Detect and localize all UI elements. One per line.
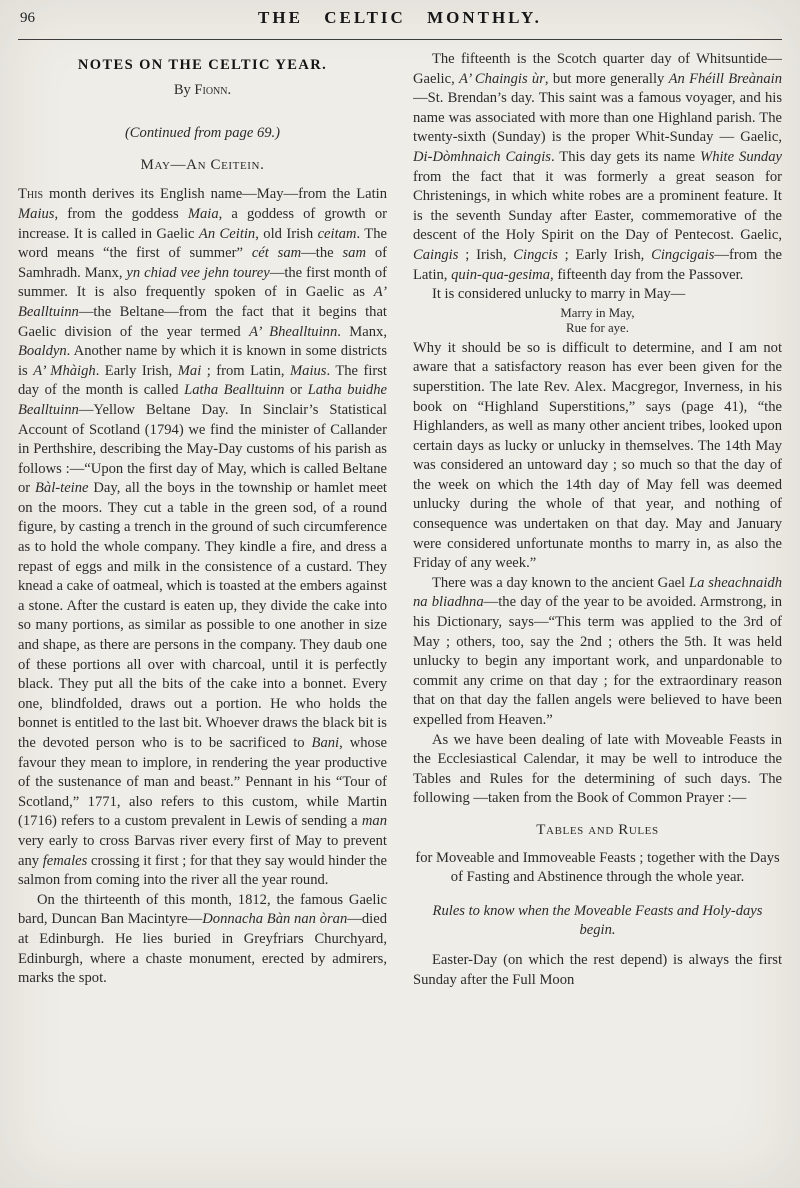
paragraph-day-avoided: There was a day known to the ancient Gael La sheachnaidh na bliadhna—the day of the year to be avoided. Armstrong, in his Dictionary, says—“This term was applied to the 3rd of May ; others, too, say the 2nd ; others the 5th. It was held unlucky to begin any important work, and unpardonable to commit any crime on that day ; for the extraordinary reason that on that day the fallen angels were believed to have been expelled from Heaven.” bbox=[413, 574, 782, 728]
paragraph-may-origin: This month derives its English name—May—from the Latin Maius, from the goddess Maia, a goddess of growth or increase. It is called in Gaelic An Ceitin, old Irish ceitam. The word means “the first of summer” cét sam—the sam of Samhradh. Manx, yn chiad vee jehn tourey—the first month of summer. It is also frequently spoken of in Gaelic as A’ Bealltuinn—the Beltane—from the fact that it begins that Gaelic division of the year termed A’ Bhealltuinn. Manx, Boaldyn. Another name by which it is known in some districts is A’ Mhàigh. Early Irish, Mai ; from Latin, Maius. The first day of the month is called Latha Bealltuinn or Latha buidhe Bealltuinn—Yellow Beltane Day. In Sinclair’s Statistical Account of Scotland (1794) we find the minister of Callander in Perthshire, describing the May-Day customs of his parish as follows :—“Upon the first day of May, which is called Beltane or Bàl-teine Day, all the boys in the township or hamlet meet on the moors. They cut a table in the green sod, of a round figure, by casting a trench in the ground of such circumference as to hold the whole company. They kindle a fire, and dress a repast of eggs and milk in the consistence of a custard. They knead a cake of oatmeal, which is toasted at the embers against a stone. After the custard is eaten up, they divide the cake into so many portions, as similar as possible to one another in size and shape, as there are persons in the company. They daub one of these portions all over with charcoal, until it is perfectly black. They put all the bits of the cake into a bonnet. Every one, blindfolded, draws out a portion. He who holds the bonnet is entitled to the last bit. Whoever draws the black bit is the devoted person who is to be sacrificed to Bani, whose favour they mean to implore, in rendering the year productive of the sustenance of man and beast.” Pennant in his “Tour of Scotland,” 1771, also refers to this custom, while Martin (1716) refers to a custom prevalent in Lewis of sending a man very early to cross Barvas river every first of May to prevent any females crossing it first ; for that they say would hinder the salmon from coming into the river all the year round. bbox=[18, 186, 387, 889]
left-column bbox=[18, 50, 387, 1180]
paragraph-moveable-feasts: As we have been dealing of late with Moveable Feasts in the Ecclesiastical Calendar, it may be well to introduce the Tables and Rules for the determining of such days. The following —taken from the Book of Common Prayer :— bbox=[413, 731, 782, 807]
paragraph-macintyre: On the thirteenth of this month, 1812, the famous Gaelic bard, Duncan Ban Macintyre—Donnacha Bàn nan òran—died at Edinburgh. He lies buried in Greyfriars Churchyard, Edinburgh, where a chaste monument, erected by admirers, marks the spot. bbox=[18, 891, 387, 987]
tables-and-rules-heading: Tables and Rules bbox=[536, 821, 659, 838]
article-columns bbox=[18, 50, 782, 1180]
tables-and-rules-subtext: for Moveable and Immoveable Feasts ; together with the Days of Fasting and Abstinence through the whole year. bbox=[415, 849, 780, 886]
article-title: NOTES ON THE CELTIC YEAR. bbox=[77, 57, 328, 73]
journal-title: THE CELTIC MONTHLY. bbox=[258, 8, 542, 27]
paragraph-whitsuntide: The fifteenth is the Scotch quarter day of Whitsuntide—Gaelic, A’ Chaingis ùr, but more generally An Fhéill Breànain—St. Brendan’s day. This saint was a famous voyager, and his name was associated with more than one Highland parish. The twenty-sixth (Sunday) is the proper Whit-Sunday — Gaelic, Di-Dòmhnaich Caingis. This day gets its name White Sunday from the fact that it was formerly a great season for Christenings, in which white robes are a prominent feature. It is the seventh Sunday after Easter, commemorative of the descent of the Holy Spirit on the Day of Pentecost. Gaelic, Caingis ; Irish, Cingcis ; Early Irish, Cingcigais—from the Latin, quin-qua-gesima, fifteenth day from the Passover. bbox=[413, 51, 782, 283]
page-number: 96 bbox=[20, 10, 35, 26]
masthead bbox=[18, 8, 782, 34]
right-column bbox=[413, 50, 782, 1180]
paragraph-superstition: Why it should be so is difficult to determine, and I am not aware that a satisfactory reason has ever been given for the superstition. The late Rev. Alex. Macgregor, Inverness, in his book on “Highland Superstitions,” says (page 41), “the Highlanders, as well as many other ancient tribes, looked upon certain days as lucky or unlucky in themselves. The 14th May was considered an untoward day ; so much so that the day of the week on which the 14th day of May fell was deemed unlucky during the whole of that year, and nothing of consequence was undertaken on that day. May and January were considered unfortunate months to marry in, as also the Friday of any week.” bbox=[413, 339, 782, 572]
paragraph-marry-intro: It is considered unlucky to marry in May— bbox=[431, 286, 686, 303]
header-rule bbox=[18, 39, 782, 40]
paragraph-easter-day: Easter-Day (on which the rest depend) is always the first Sunday after the Full Moon bbox=[413, 951, 782, 988]
verse-couplet bbox=[413, 306, 782, 337]
continuation-note: (Continued from page 69.) bbox=[124, 125, 281, 142]
verse-line: Marry in May, bbox=[560, 305, 635, 320]
article-byline: By Fionn. bbox=[173, 81, 232, 98]
verse-line: Rue for aye. bbox=[566, 321, 629, 336]
section-heading: May—An Ceitein. bbox=[140, 156, 265, 173]
rules-heading: Rules to know when the Moveable Feasts and Holy-days begin. bbox=[432, 902, 763, 939]
